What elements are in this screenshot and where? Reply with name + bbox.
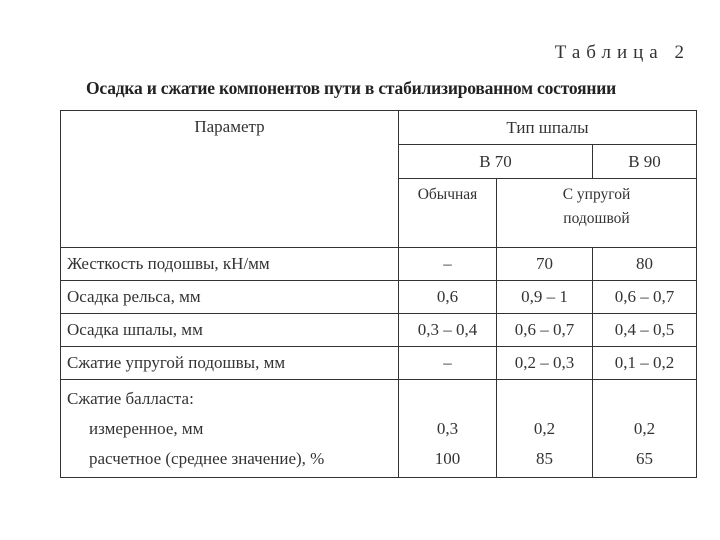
row-param: Осадка рельса, мм xyxy=(61,281,399,314)
ballast-calculated-value: 100 xyxy=(434,449,461,468)
row-value: 0,1 – 0,2 xyxy=(593,347,697,380)
row-value: 0,4 – 0,5 xyxy=(593,314,697,347)
table-row xyxy=(61,248,697,281)
row-value: 0,6 xyxy=(399,281,497,314)
ballast-measured-value: 0,2 xyxy=(633,419,656,438)
ballast-calculated-value: 85 xyxy=(536,449,553,468)
row-value: 80 xyxy=(593,248,697,281)
header-ordinary: Обычная xyxy=(399,179,497,248)
ballast-measured-label: измеренное, мм xyxy=(89,419,204,438)
header-b90: В 90 xyxy=(593,145,697,179)
ballast-values-col3 xyxy=(593,380,697,478)
header-elastic xyxy=(497,179,697,248)
row-value: – xyxy=(399,347,497,380)
row-param: Сжатие упругой подошвы, мм xyxy=(61,347,399,380)
ballast-values-col2 xyxy=(497,380,593,478)
ballast-measured-value: 0,2 xyxy=(533,419,556,438)
table-number: Таблица 2 xyxy=(554,42,690,63)
table-row xyxy=(61,314,697,347)
ballast-calculated-value: 65 xyxy=(636,449,653,468)
header-parameter: Параметр xyxy=(61,111,399,248)
ballast-labels xyxy=(61,380,399,478)
ballast-measured-value: 0,3 xyxy=(436,419,459,438)
row-value: 0,6 – 0,7 xyxy=(593,281,697,314)
table-row-ballast xyxy=(61,380,697,478)
table-row xyxy=(61,347,697,380)
row-value: 0,2 – 0,3 xyxy=(497,347,593,380)
ballast-values-col1 xyxy=(399,380,497,478)
table-title: Осадка и сжатие компонентов пути в стабилизированном состоянии xyxy=(86,78,617,98)
row-value: 70 xyxy=(497,248,593,281)
header-sleeper-type: Тип шпалы xyxy=(399,111,697,145)
row-param: Жесткость подошвы, кН/мм xyxy=(61,248,399,281)
row-value: 0,9 – 1 xyxy=(497,281,593,314)
row-value: 0,3 – 0,4 xyxy=(399,314,497,347)
header-b70: В 70 xyxy=(399,145,593,179)
table-row xyxy=(61,281,697,314)
header-elastic-line2: подошвой xyxy=(563,210,630,227)
row-value: 0,6 – 0,7 xyxy=(497,314,593,347)
ballast-label: Сжатие балласта: xyxy=(67,389,194,408)
row-value: – xyxy=(399,248,497,281)
row-param: Осадка шпалы, мм xyxy=(61,314,399,347)
header-elastic-line1: С упругой xyxy=(562,186,631,203)
data-table xyxy=(60,110,697,478)
ballast-calculated-label: расчетное (среднее значение), % xyxy=(89,449,325,468)
